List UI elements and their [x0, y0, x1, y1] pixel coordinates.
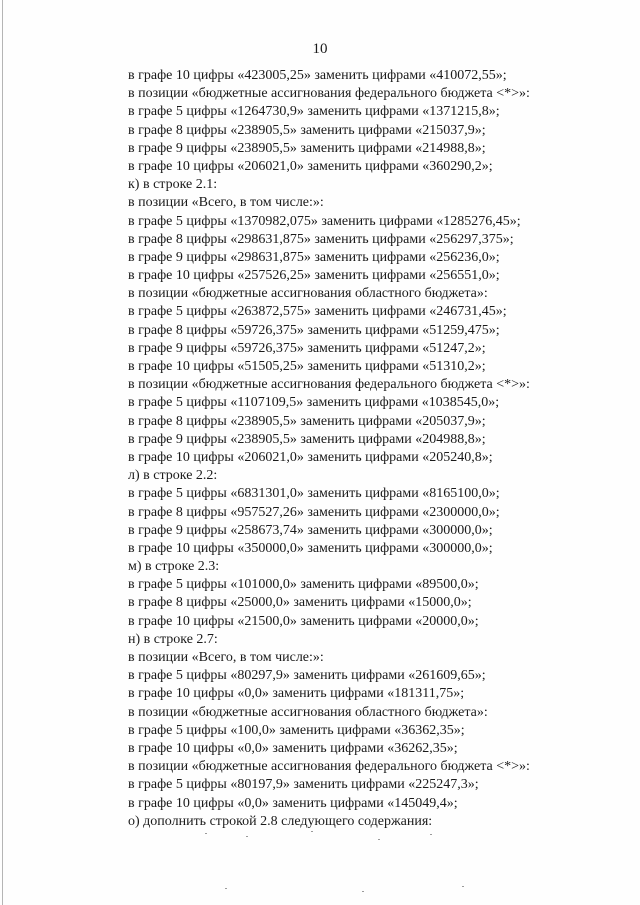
- text-line: в графе 5 цифры «6831301,0» заменить цифрами «8165100,0»;: [128, 486, 500, 502]
- scan-speck: [225, 888, 227, 889]
- text-line: в графе 5 цифры «1264730,9» заменить цифрами «1371215,8»;: [128, 104, 500, 120]
- section-heading: о) дополнить строкой 2.8 следующего содержания:: [128, 813, 433, 829]
- scan-speck: [246, 836, 248, 837]
- text-line: в графе 10 цифры «0,0» заменить цифрами «36262,35»;: [128, 740, 458, 756]
- text-line: в графе 10 цифры «0,0» заменить цифрами «145049,4»;: [128, 795, 458, 811]
- text-line: в графе 10 цифры «423005,25» заменить цифрами «410072,55»;: [128, 68, 507, 83]
- text-line: в графе 5 цифры «80297,9» заменить цифрами «261609,65»;: [128, 668, 486, 684]
- text-line: в графе 10 цифры «0,0» заменить цифрами «181311,75»;: [128, 686, 465, 702]
- text-line: в графе 10 цифры «206021,0» заменить цифрами «205240,8»;: [128, 449, 493, 465]
- text-line: в графе 9 цифры «298631,875» заменить цифрами «256236,0»;: [128, 249, 500, 265]
- text-line: в графе 9 цифры «238905,5» заменить цифрами «204988,8»;: [128, 431, 486, 447]
- text-line: в позиции «бюджетные ассигнования областного бюджета»:: [128, 286, 488, 302]
- section-heading: л) в строке 2.2:: [128, 468, 218, 484]
- section-heading: к) в строке 2.1:: [128, 177, 218, 193]
- scan-speck: [311, 831, 313, 832]
- scan-speck: [205, 833, 207, 834]
- text-line: в графе 10 цифры «206021,0» заменить цифрами «360290,2»;: [128, 158, 493, 174]
- text-line: в графе 9 цифры «59726,375» заменить цифрами «51247,2»;: [128, 340, 486, 356]
- text-line: в графе 8 цифры «957527,26» заменить цифрами «2300000,0»;: [128, 504, 500, 520]
- text-line: в графе 5 цифры «101000,0» заменить цифрами «89500,0»;: [128, 577, 479, 593]
- text-line: в графе 8 цифры «238905,5» заменить цифрами «205037,9»;: [128, 413, 486, 429]
- text-line: в графе 8 цифры «59726,375» заменить цифрами «51259,475»;: [128, 322, 500, 338]
- text-line: в графе 9 цифры «238905,5» заменить цифрами «214988,8»;: [128, 140, 486, 156]
- scan-speck: [362, 891, 364, 892]
- text-line: в графе 8 цифры «298631,875» заменить цифрами «256297,375»;: [128, 231, 514, 247]
- section-heading: н) в строке 2.7:: [128, 631, 218, 647]
- text-line: в графе 10 цифры «21500,0» заменить цифрами «20000,0»;: [128, 613, 479, 629]
- text-line: в графе 5 цифры «80197,9» заменить цифрами «225247,3»;: [128, 777, 479, 793]
- text-line: в графе 8 цифры «238905,5» заменить цифрами «215037,9»;: [128, 122, 486, 138]
- scan-speck: [378, 839, 380, 840]
- text-line: в графе 5 цифры «100,0» заменить цифрами «36362,35»;: [128, 722, 465, 738]
- scan-speck: [462, 886, 464, 887]
- scan-speck: [430, 834, 432, 835]
- amendment-text-block: [128, 67, 608, 831]
- text-line: в позиции «бюджетные ассигнования областного бюджета»:: [128, 704, 488, 720]
- text-line: в графе 5 цифры «263872,575» заменить цифрами «246731,45»;: [128, 304, 507, 320]
- section-heading: м) в строке 2.3:: [128, 559, 220, 575]
- text-line: в графе 5 цифры «1107109,5» заменить цифрами «1038545,0»;: [128, 395, 500, 411]
- text-line: в графе 10 цифры «257526,25» заменить цифрами «256551,0»;: [128, 268, 500, 284]
- text-line: в позиции «Всего, в том числе:»:: [128, 195, 324, 211]
- text-line: в позиции «Всего, в том числе:»:: [128, 650, 324, 665]
- text-line: в графе 8 цифры «25000,0» заменить цифрами «15000,0»;: [128, 595, 472, 611]
- text-line: в позиции «бюджетные ассигнования федерального бюджета <*>»:: [128, 86, 530, 102]
- text-line: в графе 9 цифры «258673,74» заменить цифрами «300000,0»;: [128, 522, 493, 538]
- text-line: в позиции «бюджетные ассигнования федерального бюджета <*>»:: [128, 377, 530, 393]
- text-line: в графе 10 цифры «350000,0» заменить цифрами «300000,0»;: [128, 540, 493, 556]
- page-number: 10: [312, 41, 328, 57]
- text-line: в позиции «бюджетные ассигнования федерального бюджета <*>»:: [128, 759, 530, 775]
- page-edge-line: [2, 0, 3, 905]
- text-line: в графе 5 цифры «1370982,075» заменить цифрами «1285276,45»;: [128, 213, 521, 229]
- text-line: в графе 10 цифры «51505,25» заменить цифрами «51310,2»;: [128, 359, 486, 374]
